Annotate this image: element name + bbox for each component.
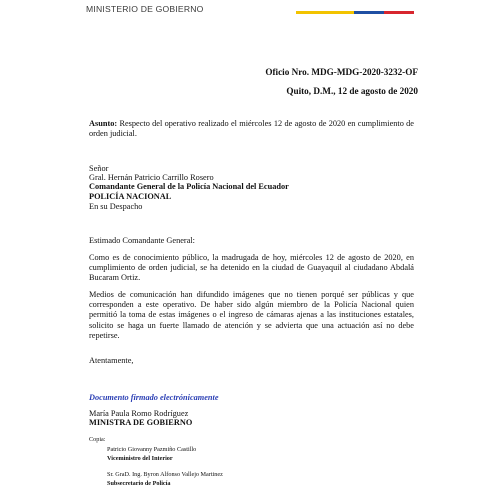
recipient-name: Gral. Hernán Patricio Carrillo Rosero bbox=[89, 173, 214, 182]
signer-title: MINISTRA DE GOBIERNO bbox=[89, 418, 193, 427]
body-paragraph-1: Como es de conocimiento público, la madrugada de hoy, miércoles 12 de agosto de 2020, en cumplimiento de orden judicial, se ha detenido en la ciudad de Guayaquil al ciudadano Abdalá Bucaram Ortiz. bbox=[89, 253, 414, 283]
flag-color-bar bbox=[296, 11, 414, 14]
body-paragraph-2: Medios de comunicación han difundido imágenes que no tienen porqué ser públicas y que corresponden a este operativo. De haber sido algún miembro de la Policía Nacional quien permitió la toma de estas imágenes o el ingreso de cámaras ajenas a las instituciones estatales, solicito se haga un fuerte llamado de atención y se advierta que una actuación así no debe repetirse. bbox=[89, 290, 414, 340]
recipient-salutation: Señor bbox=[89, 164, 109, 173]
recipient-position: Comandante General de la Policía Nacional del Ecuador bbox=[89, 182, 289, 191]
copy-recipient-title: Subsecretario de Policía bbox=[107, 480, 171, 487]
subject-paragraph bbox=[89, 119, 414, 139]
place-date: Quito, D.M., 12 de agosto de 2020 bbox=[286, 86, 418, 96]
copies-label: Copia: bbox=[89, 436, 106, 443]
copy-recipient-name: Sr. GraD. Ing. Byron Alfonso Vallejo Martinez bbox=[107, 471, 223, 478]
flag-yellow-stripe bbox=[296, 11, 354, 14]
greeting: Estimado Comandante General: bbox=[89, 236, 195, 245]
subject-label: Asunto: bbox=[89, 119, 118, 128]
ministry-header: MINISTERIO DE GOBIERNO bbox=[86, 4, 204, 14]
flag-red-stripe bbox=[384, 11, 414, 14]
copy-recipient-title: Viceministro del Interior bbox=[107, 455, 173, 462]
recipient-office: En su Despacho bbox=[89, 202, 143, 211]
closing: Atentamente, bbox=[89, 356, 134, 365]
reference-number: Oficio Nro. MDG-MDG-2020-3232-OF bbox=[265, 67, 418, 77]
electronic-signature-note: Documento firmado electrónicamente bbox=[89, 393, 219, 402]
recipient-institution: POLICÍA NACIONAL bbox=[89, 192, 172, 201]
copy-recipient-name: Patricio Giovanny Pazmiño Castillo bbox=[107, 446, 197, 453]
subject-text: Respecto del operativo realizado el miércoles 12 de agosto de 2020 en cumplimiento de orden judicial. bbox=[89, 119, 414, 139]
flag-blue-stripe bbox=[354, 11, 384, 14]
signer-name: María Paula Romo Rodríguez bbox=[89, 409, 189, 418]
